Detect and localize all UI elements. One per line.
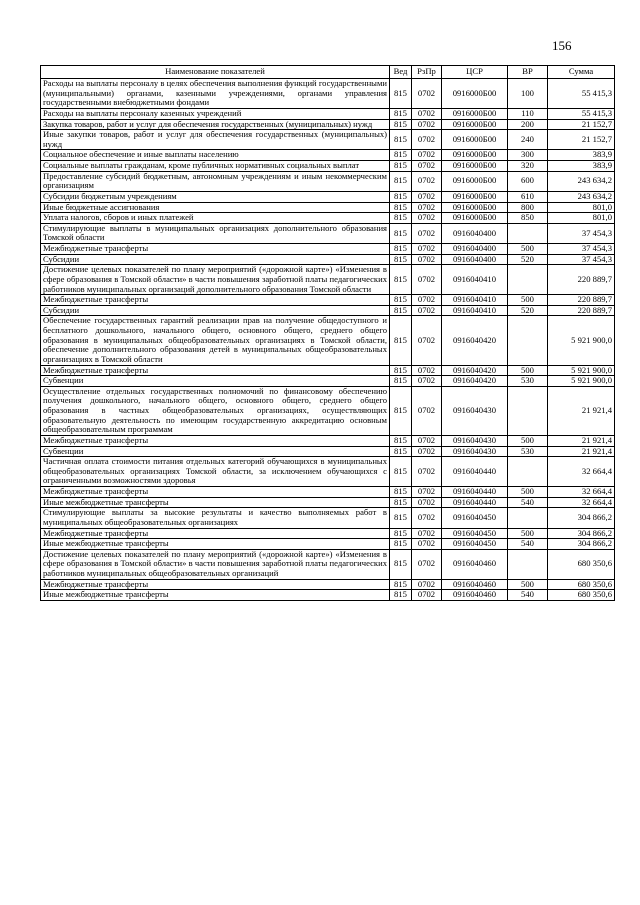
table-row [41, 244, 615, 255]
cell-csr: 0916040400 [442, 244, 508, 255]
table-row [41, 265, 615, 295]
cell-sum: 220 889,7 [548, 265, 615, 295]
cell-ved: 815 [390, 119, 412, 130]
header-sum: Сумма [548, 66, 615, 79]
cell-sum: 55 415,3 [548, 108, 615, 119]
cell-rzpr: 0702 [412, 549, 442, 579]
cell-ved: 815 [390, 171, 412, 191]
cell-sum: 220 889,7 [548, 305, 615, 316]
cell-rzpr: 0702 [412, 579, 442, 590]
cell-name: Иные межбюджетные трансферты [41, 590, 390, 601]
cell-ved: 815 [390, 590, 412, 601]
cell-csr: 0916040430 [442, 386, 508, 435]
cell-vr: 240 [508, 130, 548, 150]
cell-rzpr: 0702 [412, 376, 442, 387]
cell-rzpr: 0702 [412, 386, 442, 435]
cell-ved: 815 [390, 223, 412, 243]
cell-sum: 21 921,4 [548, 446, 615, 457]
cell-sum: 32 664,4 [548, 487, 615, 498]
cell-sum: 32 664,4 [548, 457, 615, 487]
table-row [41, 191, 615, 202]
table-row [41, 305, 615, 316]
cell-ved: 815 [390, 213, 412, 224]
cell-csr: 0916040420 [442, 376, 508, 387]
cell-name: Расходы на выплаты персоналу в целях обеспечения выполнения функций государственными (муниципальными) органами, казенными учреждениями, органами управления государственными внебюджетными фондами [41, 79, 390, 109]
cell-sum: 243 634,2 [548, 171, 615, 191]
table-header-row [41, 66, 615, 79]
cell-vr: 500 [508, 487, 548, 498]
cell-name: Иные бюджетные ассигнования [41, 202, 390, 213]
cell-sum: 680 350,6 [548, 579, 615, 590]
cell-ved: 815 [390, 244, 412, 255]
cell-sum: 243 634,2 [548, 191, 615, 202]
table-row [41, 79, 615, 109]
cell-csr: 0916000Б00 [442, 161, 508, 172]
cell-rzpr: 0702 [412, 539, 442, 550]
cell-name: Иные закупки товаров, работ и услуг для обеспечения государственных (муниципальных) нужд [41, 130, 390, 150]
cell-name: Межбюджетные трансферты [41, 579, 390, 590]
cell-sum: 383,9 [548, 150, 615, 161]
cell-csr: 0916040420 [442, 316, 508, 365]
cell-ved: 815 [390, 265, 412, 295]
budget-table [40, 65, 615, 601]
header-ved: Вед [390, 66, 412, 79]
cell-vr [508, 223, 548, 243]
cell-sum: 5 921 900,0 [548, 376, 615, 387]
table-row [41, 446, 615, 457]
cell-csr: 0916040450 [442, 539, 508, 550]
cell-vr: 300 [508, 150, 548, 161]
cell-vr: 530 [508, 446, 548, 457]
header-csr: ЦСР [442, 66, 508, 79]
cell-rzpr: 0702 [412, 254, 442, 265]
cell-name: Социальные выплаты гражданам, кроме публичных нормативных социальных выплат [41, 161, 390, 172]
cell-rzpr: 0702 [412, 316, 442, 365]
cell-sum: 37 454,3 [548, 254, 615, 265]
cell-rzpr: 0702 [412, 487, 442, 498]
cell-ved: 815 [390, 446, 412, 457]
cell-csr: 0916000Б00 [442, 191, 508, 202]
table-row [41, 457, 615, 487]
cell-name: Социальное обеспечение и иные выплаты населению [41, 150, 390, 161]
cell-vr [508, 508, 548, 528]
page-number: 156 [552, 38, 572, 53]
cell-name: Обеспечение государственных гарантий реализации прав на получение общедоступного и бесплатного дошкольного, начального общего, основного общего, среднего общего образования в муниципальных общеобразовательных организациях в Томской области, обеспечение дополнительного образования детей в муниципальных общеобразовательных организациях в Томской области [41, 316, 390, 365]
cell-vr: 500 [508, 244, 548, 255]
cell-ved: 815 [390, 254, 412, 265]
cell-rzpr: 0702 [412, 446, 442, 457]
table-row [41, 579, 615, 590]
table-row [41, 497, 615, 508]
cell-name: Межбюджетные трансферты [41, 244, 390, 255]
cell-rzpr: 0702 [412, 223, 442, 243]
cell-name: Межбюджетные трансферты [41, 435, 390, 446]
cell-vr [508, 386, 548, 435]
cell-rzpr: 0702 [412, 497, 442, 508]
cell-sum: 680 350,6 [548, 549, 615, 579]
cell-rzpr: 0702 [412, 244, 442, 255]
cell-name: Субсидии [41, 254, 390, 265]
cell-vr: 200 [508, 119, 548, 130]
cell-ved: 815 [390, 305, 412, 316]
cell-rzpr: 0702 [412, 119, 442, 130]
cell-ved: 815 [390, 295, 412, 306]
cell-vr [508, 549, 548, 579]
header-vr: ВР [508, 66, 548, 79]
cell-csr: 0916040440 [442, 497, 508, 508]
cell-rzpr: 0702 [412, 295, 442, 306]
cell-csr: 0916040460 [442, 579, 508, 590]
cell-name: Межбюджетные трансферты [41, 528, 390, 539]
cell-sum: 5 921 900,0 [548, 365, 615, 376]
cell-csr: 0916000Б00 [442, 171, 508, 191]
cell-rzpr: 0702 [412, 171, 442, 191]
table-row [41, 539, 615, 550]
cell-ved: 815 [390, 79, 412, 109]
cell-name: Субвенции [41, 376, 390, 387]
cell-sum: 304 866,2 [548, 528, 615, 539]
cell-sum: 220 889,7 [548, 295, 615, 306]
cell-vr: 320 [508, 161, 548, 172]
cell-sum: 801,0 [548, 202, 615, 213]
cell-csr: 0916000Б00 [442, 108, 508, 119]
cell-name: Закупка товаров, работ и услуг для обеспечения государственных (муниципальных) нужд [41, 119, 390, 130]
cell-vr: 500 [508, 528, 548, 539]
cell-name: Частичная оплата стоимости питания отдельных категорий обучающихся в муниципальных общеобразовательных организациях Томской области, за исключением обучающихся с ограниченными возможностями здоровья [41, 457, 390, 487]
table-row [41, 213, 615, 224]
cell-name: Стимулирующие выплаты за высокие результаты и качество выполняемых работ в муниципальных общеобразовательных организациях [41, 508, 390, 528]
cell-ved: 815 [390, 130, 412, 150]
cell-csr: 0916000Б00 [442, 150, 508, 161]
cell-rzpr: 0702 [412, 365, 442, 376]
cell-vr [508, 316, 548, 365]
cell-name: Осуществление отдельных государственных полномочий по финансовому обеспечению получения дошкольного, начального общего, основного общего, среднего общего образования в частных общеобразовательных организациях, осуществляющих образовательную деятельность по имеющим государственную аккредитацию основным общеобразовательным программам [41, 386, 390, 435]
cell-ved: 815 [390, 487, 412, 498]
cell-ved: 815 [390, 108, 412, 119]
table-row [41, 295, 615, 306]
cell-csr: 0916040430 [442, 446, 508, 457]
cell-csr: 0916040430 [442, 435, 508, 446]
cell-name: Иные межбюджетные трансферты [41, 539, 390, 550]
cell-csr: 0916040420 [442, 365, 508, 376]
cell-sum: 21 921,4 [548, 386, 615, 435]
cell-ved: 815 [390, 435, 412, 446]
table-row [41, 119, 615, 130]
cell-vr: 540 [508, 497, 548, 508]
cell-rzpr: 0702 [412, 108, 442, 119]
cell-name: Иные межбюджетные трансферты [41, 497, 390, 508]
cell-rzpr: 0702 [412, 191, 442, 202]
cell-rzpr: 0702 [412, 457, 442, 487]
cell-vr: 600 [508, 171, 548, 191]
cell-sum: 21 152,7 [548, 119, 615, 130]
cell-rzpr: 0702 [412, 508, 442, 528]
cell-csr: 0916040400 [442, 254, 508, 265]
table-row [41, 365, 615, 376]
cell-csr: 0916040450 [442, 508, 508, 528]
cell-vr: 500 [508, 365, 548, 376]
cell-vr: 540 [508, 539, 548, 550]
cell-vr: 540 [508, 590, 548, 601]
cell-vr [508, 457, 548, 487]
cell-name: Субсидии бюджетным учреждениям [41, 191, 390, 202]
cell-rzpr: 0702 [412, 161, 442, 172]
cell-ved: 815 [390, 528, 412, 539]
table-row [41, 316, 615, 365]
cell-sum: 55 415,3 [548, 79, 615, 109]
cell-ved: 815 [390, 202, 412, 213]
cell-rzpr: 0702 [412, 202, 442, 213]
cell-sum: 37 454,3 [548, 223, 615, 243]
cell-ved: 815 [390, 376, 412, 387]
table-body [41, 79, 615, 601]
cell-rzpr: 0702 [412, 305, 442, 316]
cell-vr: 500 [508, 435, 548, 446]
table-row [41, 150, 615, 161]
cell-sum: 680 350,6 [548, 590, 615, 601]
cell-sum: 21 152,7 [548, 130, 615, 150]
cell-ved: 815 [390, 539, 412, 550]
table-row [41, 171, 615, 191]
cell-ved: 815 [390, 191, 412, 202]
cell-csr: 0916040460 [442, 590, 508, 601]
cell-csr: 0916000Б00 [442, 130, 508, 150]
cell-csr: 0916040440 [442, 457, 508, 487]
cell-sum: 32 664,4 [548, 497, 615, 508]
cell-name: Достижение целевых показателей по плану мероприятий («дорожной карте») «Изменения в сфере образования в Томской области» в части повышения заработной платы педагогических работников муниципальных общеобразовательных организаций [41, 549, 390, 579]
cell-rzpr: 0702 [412, 265, 442, 295]
cell-csr: 0916040440 [442, 487, 508, 498]
table-row [41, 376, 615, 387]
cell-ved: 815 [390, 365, 412, 376]
cell-sum: 5 921 900,0 [548, 316, 615, 365]
cell-rzpr: 0702 [412, 150, 442, 161]
cell-ved: 815 [390, 549, 412, 579]
cell-ved: 815 [390, 161, 412, 172]
cell-sum: 37 454,3 [548, 244, 615, 255]
cell-vr [508, 265, 548, 295]
cell-sum: 801,0 [548, 213, 615, 224]
cell-vr: 520 [508, 305, 548, 316]
cell-csr: 0916040400 [442, 223, 508, 243]
cell-sum: 304 866,2 [548, 508, 615, 528]
cell-vr: 610 [508, 191, 548, 202]
cell-vr: 520 [508, 254, 548, 265]
cell-rzpr: 0702 [412, 528, 442, 539]
cell-ved: 815 [390, 497, 412, 508]
cell-ved: 815 [390, 457, 412, 487]
cell-name: Предоставление субсидий бюджетным, автономным учреждениям и иным некоммерческим организациям [41, 171, 390, 191]
cell-name: Межбюджетные трансферты [41, 295, 390, 306]
table-row [41, 549, 615, 579]
cell-ved: 815 [390, 316, 412, 365]
cell-rzpr: 0702 [412, 590, 442, 601]
cell-name: Стимулирующие выплаты в муниципальных организациях дополнительного образования Томской области [41, 223, 390, 243]
cell-name: Межбюджетные трансферты [41, 487, 390, 498]
cell-ved: 815 [390, 386, 412, 435]
header-rzpr: РзПр [412, 66, 442, 79]
cell-name: Расходы на выплаты персоналу казенных учреждений [41, 108, 390, 119]
cell-vr: 530 [508, 376, 548, 387]
cell-name: Уплата налогов, сборов и иных платежей [41, 213, 390, 224]
cell-name: Достижение целевых показателей по плану мероприятий («дорожной карте») «Изменения в сфере образования в Томской области» в части повышения заработной платы педагогических работников муниципальных организаций дополнительного образования Томской области [41, 265, 390, 295]
cell-csr: 0916040410 [442, 265, 508, 295]
table-row [41, 130, 615, 150]
cell-sum: 383,9 [548, 161, 615, 172]
cell-csr: 0916000Б00 [442, 79, 508, 109]
table-row [41, 487, 615, 498]
table-row [41, 590, 615, 601]
cell-rzpr: 0702 [412, 79, 442, 109]
cell-sum: 304 866,2 [548, 539, 615, 550]
cell-rzpr: 0702 [412, 435, 442, 446]
cell-csr: 0916000Б00 [442, 119, 508, 130]
table-row [41, 508, 615, 528]
cell-csr: 0916040410 [442, 305, 508, 316]
cell-name: Межбюджетные трансферты [41, 365, 390, 376]
table-row [41, 108, 615, 119]
cell-csr: 0916040450 [442, 528, 508, 539]
cell-vr: 100 [508, 79, 548, 109]
header-name: Наименование показателей [41, 66, 390, 79]
cell-ved: 815 [390, 508, 412, 528]
table-row [41, 254, 615, 265]
table-row [41, 435, 615, 446]
cell-vr: 800 [508, 202, 548, 213]
cell-sum: 21 921,4 [548, 435, 615, 446]
cell-vr: 110 [508, 108, 548, 119]
cell-vr: 500 [508, 579, 548, 590]
cell-rzpr: 0702 [412, 130, 442, 150]
cell-csr: 0916000Б00 [442, 202, 508, 213]
table-row [41, 161, 615, 172]
table-row [41, 223, 615, 243]
table-row [41, 386, 615, 435]
cell-csr: 0916040460 [442, 549, 508, 579]
cell-csr: 0916040410 [442, 295, 508, 306]
cell-name: Субсидии [41, 305, 390, 316]
cell-name: Субвенции [41, 446, 390, 457]
table-row [41, 528, 615, 539]
cell-ved: 815 [390, 579, 412, 590]
cell-vr: 500 [508, 295, 548, 306]
cell-vr: 850 [508, 213, 548, 224]
cell-csr: 0916000Б00 [442, 213, 508, 224]
table-row [41, 202, 615, 213]
cell-rzpr: 0702 [412, 213, 442, 224]
cell-ved: 815 [390, 150, 412, 161]
